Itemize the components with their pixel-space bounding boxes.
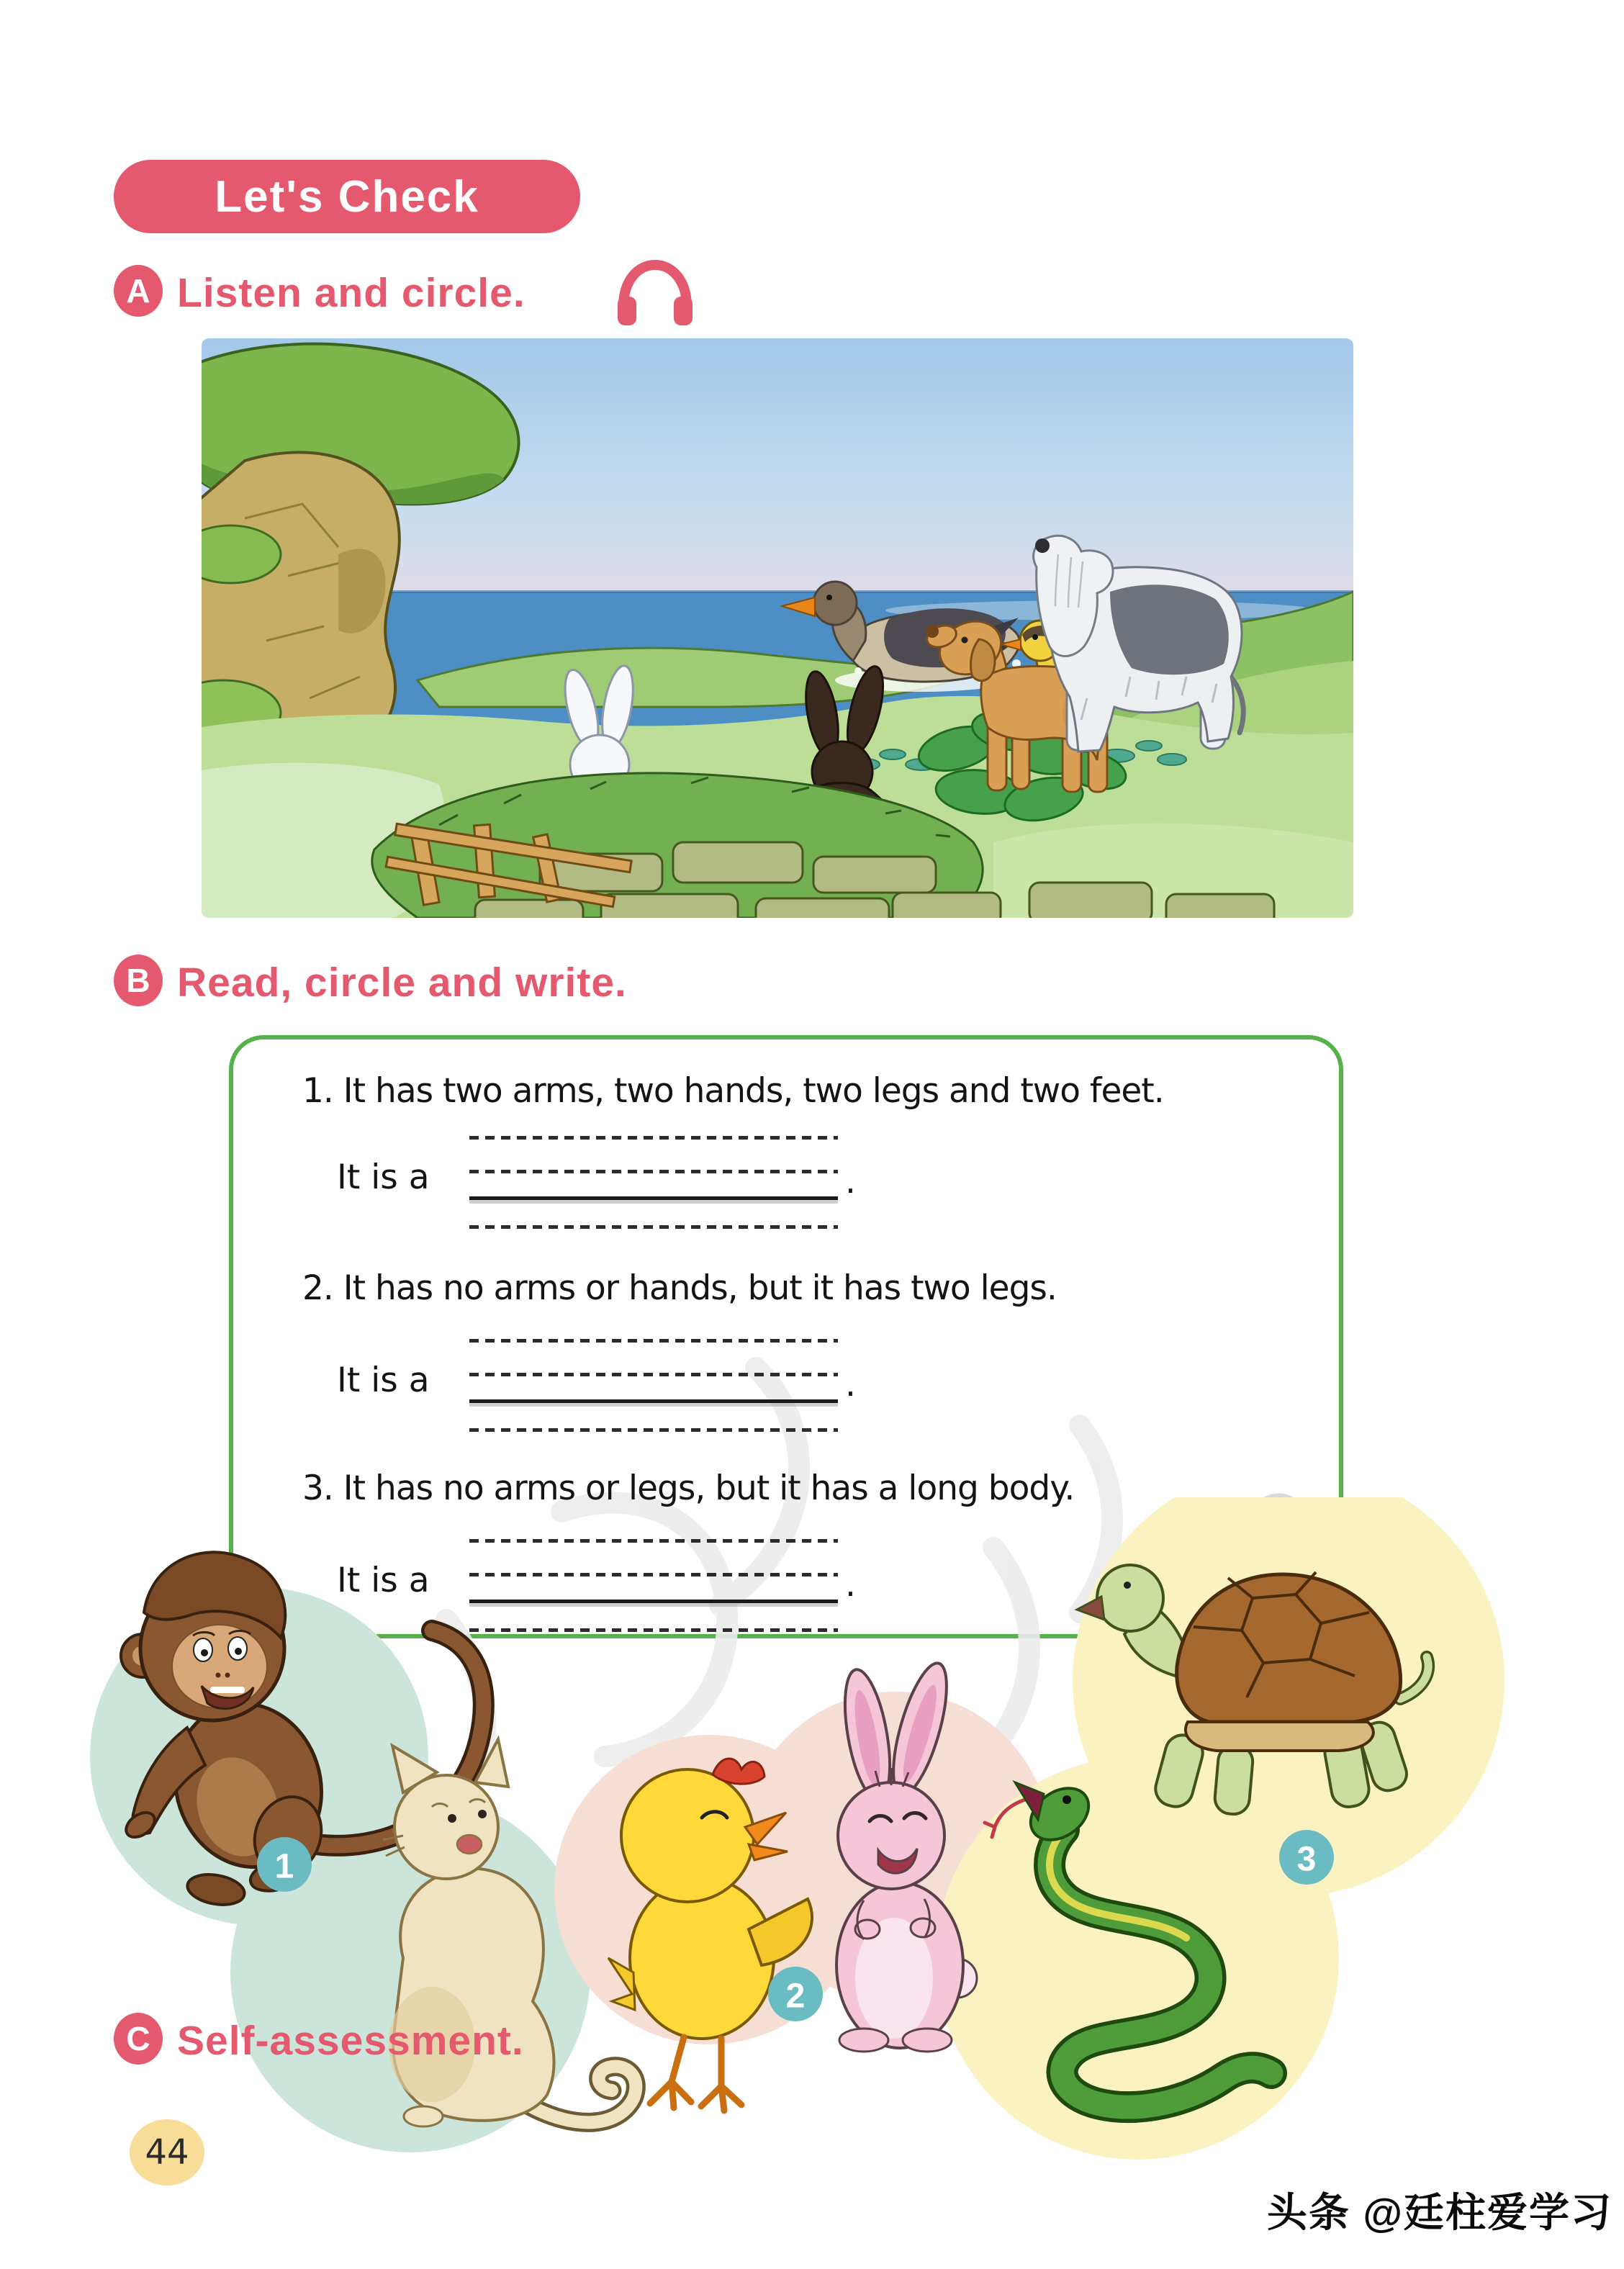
answer-1-blank[interactable] [469, 1136, 838, 1230]
option-1-number: 1 [274, 1847, 294, 1886]
footer-watermark: 头条 @廷柱爱学习 [1266, 2190, 1612, 2235]
question-1-number: 1. [302, 1071, 333, 1111]
banner-title: Let's Check [215, 171, 479, 222]
section-b-badge: B [114, 955, 163, 1006]
option-2-badge [768, 1967, 823, 2021]
section-c-badge: C [114, 2013, 163, 2065]
question-2-number: 2. [302, 1268, 333, 1308]
writing-baseline [469, 1399, 838, 1403]
answer-2-prefix: It is a [337, 1361, 430, 1400]
option-3-badge [1279, 1830, 1334, 1885]
writing-guide-line [469, 1373, 838, 1376]
question-3-number: 3. [302, 1469, 333, 1508]
answer-2-period: . [845, 1365, 856, 1404]
option-1-badge [257, 1837, 312, 1892]
section-b-label: Read, circle and write. [177, 960, 627, 1006]
answer-2-blank[interactable] [469, 1339, 838, 1433]
answer-1-prefix: It is a [337, 1158, 430, 1197]
page-number-badge [130, 2119, 204, 2185]
question-3-text: 3. It has no arms or legs, but it has a long body. [302, 1469, 1075, 1508]
writing-guide-line [469, 1339, 838, 1343]
section-a-badge: A [114, 265, 163, 317]
writing-guide-line [469, 1225, 838, 1229]
writing-guide-line [469, 1136, 838, 1140]
writing-guide-line [469, 1428, 838, 1432]
writing-guide-line [469, 1170, 838, 1173]
answer-1-period: . [845, 1162, 856, 1201]
section-c-label: Self-assessment. [177, 2018, 524, 2064]
page-number: 44 [145, 2132, 189, 2173]
option-3-number: 3 [1296, 1840, 1317, 1879]
answer-options-illustration [0, 1497, 1624, 2174]
answer-3-period: . [845, 1565, 856, 1605]
writing-baseline [469, 1196, 838, 1200]
question-2-text: 2. It has no arms or hands, but it has two legs. [302, 1268, 1057, 1308]
question-1-text: 1. It has two arms, two hands, two legs and two feet. [302, 1071, 1164, 1111]
section-a-label: Listen and circle. [177, 270, 525, 316]
answer-3-prefix: It is a [337, 1561, 430, 1600]
option-2-number: 2 [785, 1977, 806, 2016]
